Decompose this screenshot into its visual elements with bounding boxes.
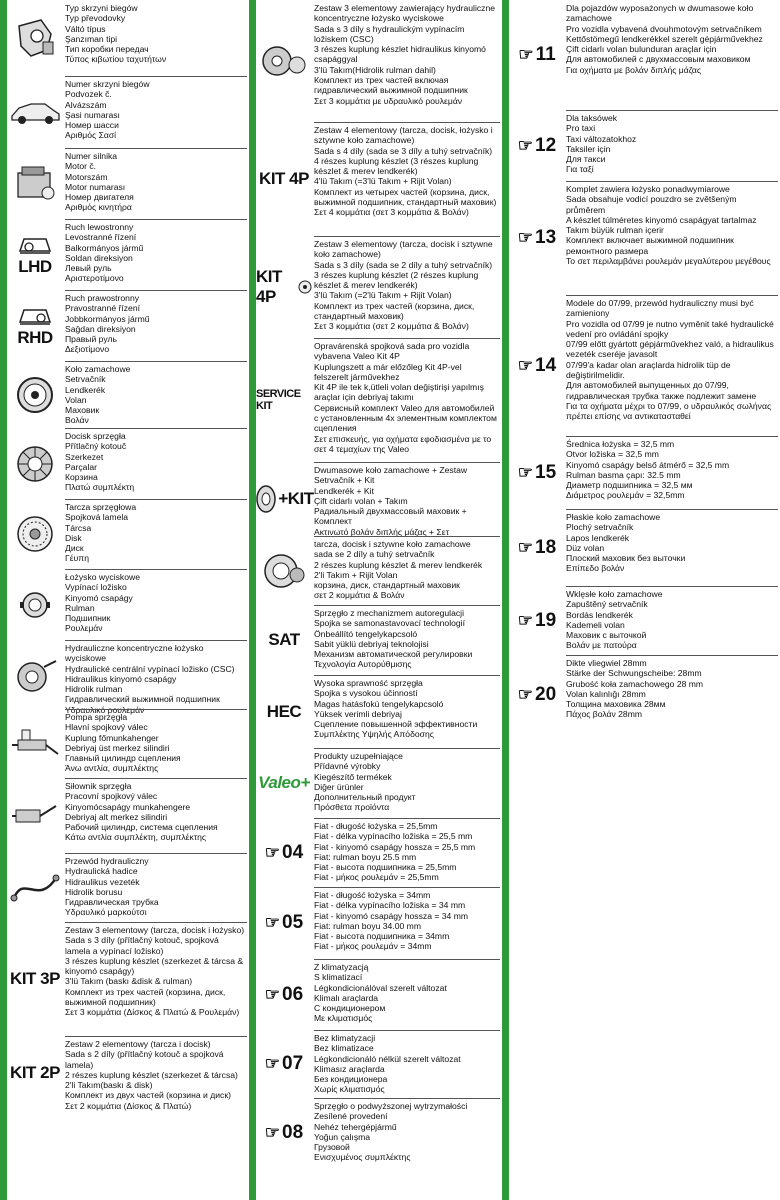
col1-legend-description: Zestaw 2 elementowy (tarcza i docisk) Sada s 2 díly (přítlačný kotouč a spojková lamela) 2 részes kuplung készlet (szerkezet & tárcsa) 2'li Takım(baskı & disk) Комплект из двух частей (корзина и диск) Σετ 2 κομμάτια (Δίσκος & Πλατώ) (65, 1039, 238, 1111)
col1-legend-description: Łożysko wyciskowe Vypínací ložisko Kinyomó csapágy Rulman Подшипник Ρουλεμάν (65, 572, 140, 634)
col2-legend-icon-cell (256, 1030, 312, 1098)
green-bar-mid-left (249, 0, 256, 1200)
col1-legend-description: Typ skrzyni biegów Typ převodovky Váltó típus Şanzıman tipi Тип коробки передач Τύπος κιβωτίου ταχυτήτων (65, 3, 167, 65)
col2-legend-icon-cell (256, 122, 312, 236)
row-divider (314, 887, 500, 888)
col2-legend-icon-cell (256, 0, 312, 122)
col1-legend-icon-cell (7, 1036, 63, 1110)
row-divider (566, 295, 778, 296)
col3-legend-icon-cell (509, 181, 565, 295)
row-divider (65, 569, 247, 570)
col2-legend-icon-cell (256, 748, 312, 818)
col1-legend-icon-cell (7, 361, 63, 428)
col1-legend-icon-cell (7, 499, 63, 569)
col1-legend-icon-cell (7, 148, 63, 219)
reference-note-marker (265, 912, 303, 934)
col2-legend-icon-cell (256, 675, 312, 748)
row-divider (566, 509, 778, 510)
col1-legend-description: Tarcza sprzęgłowa Spojková lamela Tárcsa Disk Диск Γέυπη (65, 502, 137, 564)
col2-legend-icon-cell (256, 1098, 312, 1168)
row-divider (314, 959, 500, 960)
reference-note-marker (518, 610, 556, 632)
pointing-hand-icon: ☞ (264, 984, 281, 1004)
col3-legend-description: Średnica łożyska = 32,5 mm Otvor ložiska = 32,5 mm Kinyomó csapágy belső átmérő = 32,5 mm Rulman basma çapı: 32.5 mm Диаметр подшипника = 32,5 мм Διάμετρος ρουλεμάν = 32,5mm (566, 439, 730, 501)
col3-legend-icon-cell (509, 586, 565, 655)
reference-number: 13 (535, 227, 557, 248)
legend-code-label: HEC (266, 701, 302, 721)
col1-legend-description: Ruch lewostronny Levostranné řízení Balkormányos jármű Soldan direksiyon Левый руль Αριστεροτίμονο (65, 222, 144, 284)
reference-note-marker (265, 1053, 303, 1075)
engine-icon (12, 163, 58, 205)
col3-legend-description: Dla pojazdów wyposażonych w dwumasowe koło zamachowe Pro vozidla vybavená dvouhmotovým setrvačníkem Kettőstömegű lendkerékkel szerelt gépjárművekhez Çift cidarlı volan bulunduran araçlar için Для автомобилей с двухмассовым маховиком Για οχήματα με βολάν διπλής μάζας (566, 3, 763, 75)
col2-legend-description: tarcza, docisk i sztywne koło zamachowe sada se 2 díly a tuhý setrvačník 2 részes kuplung készlet & merev lendkerék 2'li Takım + Rijit Volan корзина, диск, стандартный маховик σετ 2 κομμάτια & Βολάν (314, 539, 483, 601)
reference-note-marker (265, 1122, 303, 1144)
reference-note-marker (518, 355, 556, 377)
reference-note-marker (518, 135, 556, 157)
col1-legend-description: Siłownik sprzęgła Pracovní spojkový válec Kinyomócsapágy munkahengere Debriyaj alt merkez silindiri Рабочий цилиндр, система сцепления Κάτω αντλία συμπλέκτη, συμπλέκτης (65, 781, 218, 843)
reference-number: 11 (535, 44, 556, 65)
reference-note-marker (518, 684, 556, 706)
pressure-plate-icon (15, 444, 55, 484)
row-divider (65, 1036, 247, 1037)
slave-cylinder-icon (10, 796, 60, 836)
row-divider (65, 640, 247, 641)
col2-legend-description: Dwumasowe koło zamachowe + Zestaw Setrvačník + Kit Lendkerék + Kit Çift cidarlı volan + Takım Радиальный двухмассовый маховик + Комплект Ακτινωτό βολάν διπλής μάζας + Σετ (314, 465, 468, 537)
col3-legend-icon-cell (509, 436, 565, 509)
reference-number: 08 (282, 1122, 304, 1143)
pointing-hand-icon: ☞ (264, 842, 281, 862)
row-divider (314, 605, 500, 606)
flywheel-plus-icon (296, 278, 312, 296)
col1-legend-description: Ruch prawostronny Pravostranné řízení Jobbkormányos jármű Sağdan direksiyon Правый руль Δεξιοτίμονο (65, 293, 150, 355)
col2-legend-description: Sprzęgło z mechanizmem autoregulacji Spojka se samonastavovací technologií Önbeállító tengelykapcsoló Sabit yüklü debriyaj teknolojisi Механизм автоматической регулировки Τεχνολογία Αυτορύθμισης (314, 608, 473, 670)
legend-code-label: +KIT (278, 489, 314, 508)
col1-legend-icon-cell (7, 569, 63, 640)
row-divider (566, 181, 778, 182)
col1-legend-icon-cell (7, 290, 63, 361)
row-divider (65, 290, 247, 291)
reference-number: 20 (535, 684, 557, 705)
reference-number: 19 (535, 609, 557, 631)
row-divider (314, 536, 500, 537)
reference-number: 14 (535, 354, 557, 376)
row-divider (566, 436, 778, 437)
master-cylinder-icon (10, 724, 60, 764)
col1-legend-icon-cell (7, 428, 63, 499)
reference-number: 04 (282, 841, 304, 863)
reference-number: 07 (282, 1053, 304, 1074)
row-divider (65, 778, 247, 779)
col1-legend-icon-cell (7, 922, 63, 1036)
pointing-hand-icon: ☞ (517, 355, 534, 375)
reference-note-marker (518, 44, 555, 66)
pointing-hand-icon: ☞ (517, 462, 534, 482)
kit-3-parts-icon (259, 41, 309, 81)
col2-legend-description: Sprzęgło o podwyższonej wytrzymałości Zesílené provedení Nehéz tehergépjármű Yoğun çalışma Грузовой Ενισχυμένος συμπλέκτης (314, 1101, 468, 1163)
col1-legend-description: Pompa sprzęgła Hlavní spojkový válec Kuplung főmunkahenger Debriyaj üst merkez silindiri Главный цилиндр сцепления Άνω αντλία, συμπλέκτης (65, 712, 181, 774)
col2-legend-description: Wysoka sprawność sprzęgła Spojka s vysokou účinností Magas hatásfokú tengelykapcsoló Yüksek verimli debriyaj Сцепление повышенной эффективности Συμπλέκτης Υψηλής Απόδοσης (314, 678, 478, 740)
row-divider (65, 148, 247, 149)
reference-note-marker (265, 842, 303, 864)
pointing-hand-icon: ☞ (264, 1054, 281, 1073)
row-divider (65, 922, 247, 923)
row-divider (314, 338, 500, 339)
row-divider (314, 1030, 500, 1031)
gearbox-icon (13, 16, 57, 60)
left-hand-drive-icon (18, 233, 52, 257)
col3-legend-icon-cell (509, 509, 565, 586)
col1-legend-icon-cell (7, 219, 63, 290)
green-bar-left (0, 0, 7, 1200)
col2-legend-description: Zestaw 3 elementowy (tarcza, docisk i sztywne koło zamachowe) Sada s 3 díly (sada se 2 díly a tuhý setrvačník) 3 részes kuplung készlet (2 részes kuplung készlet & merev lendkerék) 3'lü Takım (=2'lü Takım + Rijit Volan) Комплект из трех частей (корзина, диск, стандартный маховик) Σετ 3 κομμάτια (σετ 2 κομμάτια & Βολάν) (314, 239, 493, 332)
col2-legend-icon-cell (256, 887, 312, 959)
col1-legend-icon-cell (7, 76, 63, 148)
row-divider (65, 361, 247, 362)
col3-legend-description: Dikte vliegwiel 28mm Stärke der Schwungscheibe: 28mm Grubość koła zamachowego 28 mm Volan kalınlığı 28mm Толщина маховика 28мм Πάχος βολάν 28mm (566, 658, 704, 720)
col3-legend-description: Płaskie koło zamachowe Plochý setrvačník Lapos lendkerék Düz volan Плоский маховик без выточки Επίπεδο βολάν (566, 512, 686, 574)
green-bar-mid-right (502, 0, 509, 1200)
reference-note-marker (265, 984, 303, 1006)
pointing-hand-icon: ☞ (264, 913, 281, 932)
right-hand-drive-icon (18, 304, 52, 328)
pointing-hand-icon: ☞ (517, 228, 534, 247)
col2-legend-icon-cell (256, 462, 312, 536)
col3-legend-description: Modele do 07/99, przewód hydrauliczny musi być zamieniony Pro vozidla od 07/99 je nutno vyměnit také hydraulické vedení pro ovládání spojky 07/99 előtt gyártott gépjárművekhez való, a hidraulikus vezeték cseréje javasolt 07/99'a kadar olan araçlarda hidrolik tüp de değiştirilmelidir. Для автомобилей выпущенных до 07/99, гидравлическая трубка также подлежит замене Για τα οχήματα μέχρι το 07/99, ο υδραυλικός σωλήνας πρέπει επίσης να αντικατασταθεί (566, 298, 774, 422)
legend-code-label: RHD (17, 327, 53, 347)
row-divider (314, 675, 500, 676)
col2-legend-description: Bez klimatyzacji Bez klimatizace Légkondicionáló nélkül szerelt változat Klimasız araçlarda Без кондиционера Χωρίς κλιματισμός (314, 1033, 461, 1095)
legend-code-label: KIT 4P (256, 267, 282, 306)
col1-legend-description: Hydrauliczne koncentryczne łożysko wyciskowe Hydraulické centrální vypínací ložisko (CSC) Hidraulikus kinyomó csapágy Hidrolik rulman Гидравлический выжимной подшипник Υδραυλικό ρουλεμάν (65, 643, 235, 715)
row-divider (65, 853, 247, 854)
reference-number: 05 (282, 912, 304, 933)
row-divider (65, 499, 247, 500)
col2-legend-icon-cell (256, 236, 312, 338)
legend-code-label: Valeo+ (258, 773, 310, 792)
col3-legend-icon-cell (509, 0, 565, 110)
legend-code-label: KIT 3P (10, 969, 60, 988)
row-divider (314, 748, 500, 749)
col3-legend-description: Dla taksówek Pro taxi Taxi változatokhoz Taksiler için Для такси Για ταξί (566, 113, 637, 175)
row-divider (566, 110, 778, 111)
pointing-hand-icon: ☞ (517, 685, 534, 704)
col1-legend-description: Przewód hydrauliczny Hydraulická hadice Hidraulikus vezeték Hidrolik borusu Гидравлическая трубка Υδραυλικό μαρκούτσι (65, 856, 159, 918)
dual-mass-flywheel-icon (254, 484, 278, 514)
rigid-flywheel-kit-icon (261, 551, 307, 591)
col2-legend-description: Z klimatyzacją S klimatizací Légkondicionálóval szerelt változat Klimalı araçlarda С кондиционером Με κλιματισμός (314, 962, 447, 1024)
reference-note-marker (518, 537, 556, 559)
row-divider (314, 236, 500, 237)
col1-legend-description: Numer skrzyni biegów Podvozek č. Alvázszám Şasi numarası Номер шасси Αριθμός Σασί (65, 79, 150, 141)
col1-legend-icon-cell (7, 640, 63, 709)
clutch-disc-icon (15, 514, 55, 554)
legend-code-label: SERVICE KIT (256, 388, 301, 412)
col2-legend-description: Fiat - długość łożyska = 25,5mm Fiat - délka vypínacího ložiska = 25,5 mm Fiat - kinyomó csapágy hossza = 25,5 mm Fiat: rulman boyu 25.5 mm Fiat - высота подшипника = 25,5mm Fiat - μήκος ρουλεμάν = 25,5mm (314, 821, 476, 883)
col2-legend-description: Fiat - długość łożyska = 34mm Fiat - délka vypínacího ložiska = 34 mm Fiat - kinyomó csapágy hossza = 34 mm Fiat: rulman boyu 34.00 mm Fiat - высота подшипника = 34mm Fiat - μήκος ρουλεμάν = 34mm (314, 890, 469, 952)
col2-legend-description: Produkty uzupełniające Přídavné výrobky Kiegészítő termékek Diğer ürünler Дополнительный продукт Πρόσθετα προϊόντα (314, 751, 416, 813)
csc-icon (12, 655, 58, 695)
col2-legend-icon-cell (256, 536, 312, 605)
row-divider (65, 709, 247, 710)
reference-number: 18 (535, 536, 557, 558)
col2-legend-description: Zestaw 3 elementowy zawierający hydrauliczne koncentryczne łożysko wyciskowe Sada s 3 díly s hydraulickým vypínacím ložiskem (CSC) 3 részes kuplung készlet hidraulikus kinyomó csapággyal 3'lü Takım(Hidrolik rulman dahil) Комплект из трех частей включая гидравлический выжимной подшипник Σετ 3 κομμάτια με υδραυλικό ρουλεμάν (314, 3, 496, 106)
col2-legend-icon-cell (256, 959, 312, 1030)
legend-code-label: SAT (268, 630, 300, 649)
row-divider (314, 818, 500, 819)
col2-legend-icon-cell (256, 605, 312, 675)
pointing-hand-icon: ☞ (517, 610, 534, 630)
reference-note-marker (518, 462, 556, 484)
reference-note-marker (518, 227, 556, 249)
pointing-hand-icon: ☞ (517, 135, 534, 155)
row-divider (566, 586, 778, 587)
row-divider (566, 655, 778, 656)
legend-code-label: LHD (18, 256, 52, 276)
reference-number: 06 (282, 983, 304, 1005)
row-divider (65, 219, 247, 220)
col1-legend-description: Koło zamachowe Setrvačník Lendkerék Volan Маховик Βολάν (65, 364, 131, 426)
col1-legend-description: Docisk sprzęgła Přítlačný kotouč Szerkezet Parçalar Корзина Πλατώ συμπλέκτη (65, 431, 135, 493)
col1-legend-description: Zestaw 3 elementowy (tarcza, docisk i łożysko) Sada s 3 díly (přítlačný kotouč, spojková lamela a vypínací ložisko) 3 részes kuplung készlet (szerkezet & tárcsa & kinyomó csapágy) 3'lü Takım (baskı &disk & rulman) Комплект из трех частей (корзина, диск, выжимной подшипник) Σετ 3 κομμάτια (Δίσκος & Πλατώ & Ρουλεμάν) (65, 925, 245, 1018)
legend-code-label: KIT 4P (259, 169, 309, 188)
col3-legend-icon-cell (509, 655, 565, 735)
col2-legend-icon-cell (256, 818, 312, 887)
row-divider (314, 1098, 500, 1099)
row-divider (314, 122, 500, 123)
pointing-hand-icon: ☞ (517, 537, 534, 557)
col3-legend-icon-cell (509, 295, 565, 436)
col2-legend-description: Opravárenská spojková sada pro vozidla vybavena Valeo Kit 4P Kuplungszett a már előzőleg Kit 4P-vel felszerelt járművekhez Kit 4P ile tek k,ütleli volan değiştirişi yapılmış araçlar için debriyaj takımı Сервисный комплект Valeo для автомобилей с установленным 4х элементным комплектом сцепления Σετ επισκευής, για οχήματα εφοδιασμένα με το σετ 4 τεμαχίων της Valeo (314, 341, 497, 454)
col3-legend-description: Komplet zawiera łożysko ponadwymiarowe Sada obsahuje vodicí pouzdro se zvětšeným průměrem A készlet túlméretes kinyomó csapágyat tartalmaz Takım büyük rulman içerir Комплект включает выжимной подшипник ремонтного размера Το σετ περιλαμβάνει ρουλεμάν μεγαλύτερου μεγέθους (566, 184, 771, 267)
col1-legend-icon-cell (7, 0, 63, 76)
hydraulic-hose-icon (10, 870, 60, 906)
col1-legend-icon-cell (7, 853, 63, 922)
reference-number: 12 (535, 134, 557, 156)
reference-number: 15 (535, 461, 557, 483)
col1-legend-icon-cell (7, 709, 63, 778)
release-bearing-icon (18, 588, 52, 622)
col1-legend-description: Numer silnika Motor č. Motorszám Motor numarası Номер двигателя Αριθμός κινητήρα (65, 151, 134, 213)
col1-legend-icon-cell (7, 778, 63, 853)
col2-legend-description: Zestaw 4 elementowy (tarcza, docisk, łożysko i sztywne koło zamachowe) Sada s 4 díly (sada se 3 díly a tuhý setrvačník) 4 részes kuplung készlet (3 részes kuplung készlet & merev lendkerék) 4'lü Takım (=3'lü Takım + Rijit Volan) Комплект из четырех частей (корзина, диск, выжимной подшипник, стандартный маховик) Σετ 4 κομμάτια (σετ 3 κομμάτια & Βολάν) (314, 125, 497, 218)
row-divider (314, 462, 500, 463)
flywheel-icon (15, 375, 55, 415)
col2-legend-icon-cell (256, 338, 312, 462)
car-icon (9, 98, 61, 126)
legend-code-label: KIT 2P (10, 1063, 60, 1082)
col3-legend-description: Wklęsłe koło zamachowe Zapuštěný setrvačník Bordás lendkerék Kademeli volan Маховик с выточкой Βολάν με πατούρα (566, 589, 663, 651)
pointing-hand-icon: ☞ (518, 45, 534, 64)
row-divider (65, 428, 247, 429)
col3-legend-icon-cell (509, 110, 565, 181)
pointing-hand-icon: ☞ (264, 1123, 281, 1142)
row-divider (65, 76, 247, 77)
